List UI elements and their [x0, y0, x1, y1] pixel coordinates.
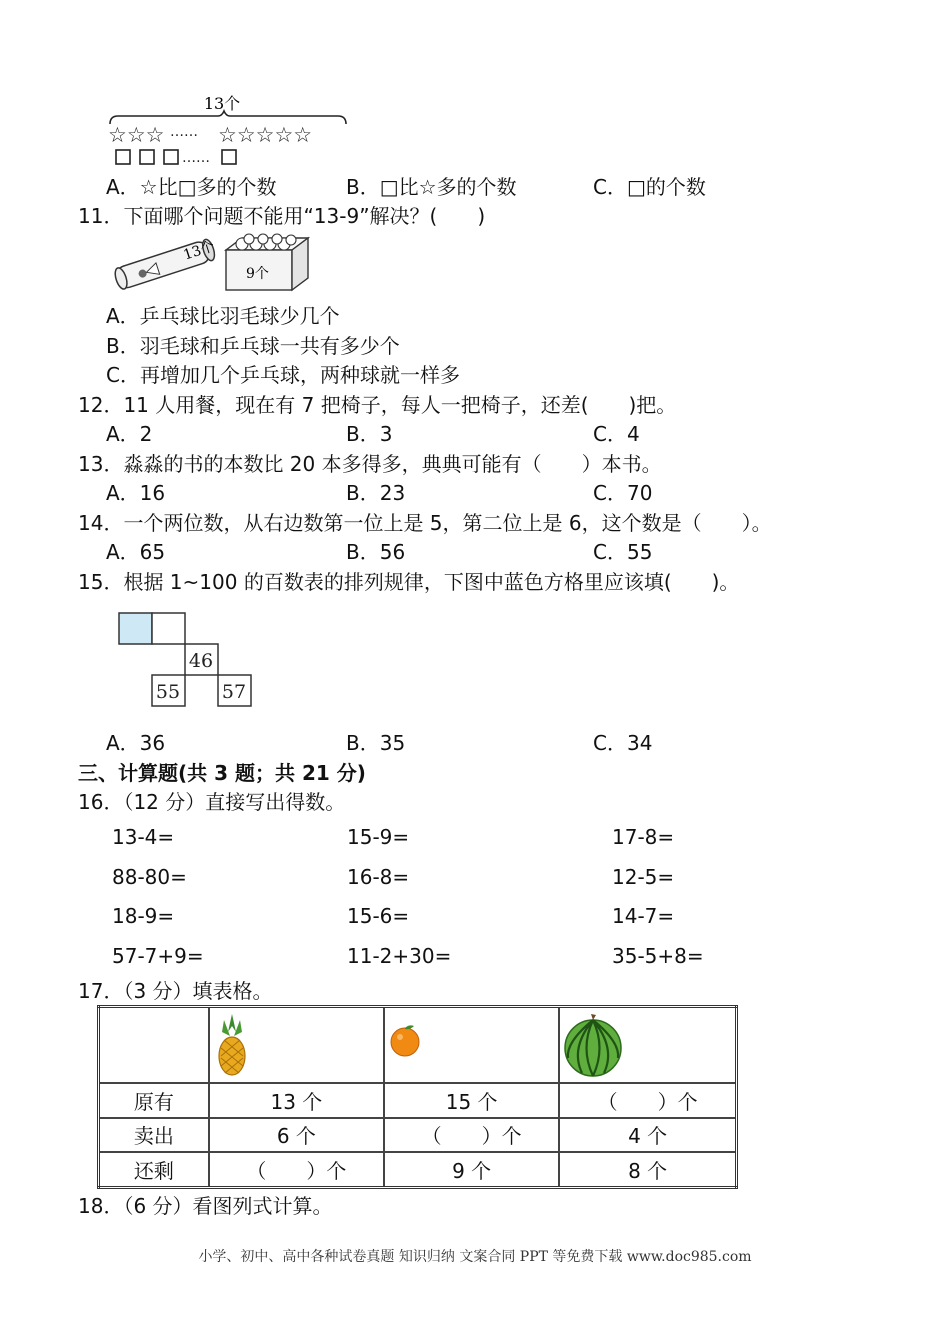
- hundred-chart-fragment: [116, 610, 256, 710]
- answer-cell[interactable]: （ ）个: [559, 1083, 736, 1118]
- answer-cell[interactable]: （ ）个: [209, 1152, 384, 1187]
- q10-option-a[interactable]: A．☆比□多的个数: [106, 175, 277, 199]
- table-cell: 6 个: [209, 1118, 384, 1153]
- svg-text:……: ……: [170, 124, 198, 140]
- q11-option-a[interactable]: A．乒乓球比羽毛球少几个: [106, 304, 340, 328]
- q14-stem: 14．一个两位数，从右边数第一位上是 5，第二位上是 6，这个数是（ ）。: [78, 511, 772, 535]
- answer-cell[interactable]: （ ）个: [384, 1118, 559, 1153]
- q12-option-a[interactable]: A．2: [106, 422, 153, 446]
- q13-option-c[interactable]: C．70: [593, 481, 653, 505]
- q12-option-c[interactable]: C．4: [593, 422, 640, 446]
- table-cell: 15 个: [384, 1083, 559, 1118]
- q12-option-b[interactable]: B．3: [346, 422, 393, 446]
- calc-item[interactable]: 88-80=: [112, 865, 187, 889]
- calc-item[interactable]: 13-4=: [112, 825, 175, 849]
- watermelon-cell: [559, 1007, 736, 1084]
- table-cell: 9 个: [384, 1152, 559, 1187]
- calc-item[interactable]: 11-2+30=: [347, 944, 452, 968]
- q14-option-b[interactable]: B．56: [346, 540, 406, 564]
- q17-stem: 17．（3 分）填表格。: [78, 979, 273, 1003]
- calc-item[interactable]: 57-7+9=: [112, 944, 204, 968]
- grid-cell-46: 46: [188, 650, 214, 672]
- q14-option-a[interactable]: A．65: [106, 540, 166, 564]
- grid-cell-55: 55: [155, 681, 181, 703]
- q13-option-b[interactable]: B．23: [346, 481, 406, 505]
- watermelon-icon: [562, 1012, 624, 1078]
- q11-option-c[interactable]: C．再增加几个乒乓球，两种球就一样多: [106, 363, 460, 387]
- fruit-table: [97, 1005, 738, 1189]
- grid-cell-57: 57: [221, 681, 247, 703]
- calc-item[interactable]: 14-7=: [612, 904, 675, 928]
- q15-option-b[interactable]: B．35: [346, 731, 406, 755]
- pineapple-cell: [209, 1007, 384, 1084]
- q15-option-c[interactable]: C．34: [593, 731, 653, 755]
- figure-count-label: 13个: [203, 94, 241, 113]
- pineapple-icon: [212, 1010, 252, 1080]
- q13-stem: 13．淼淼的书的本数比 20 本多得多，典典可能有（ ）本书。: [78, 452, 662, 476]
- calc-item[interactable]: 16-8=: [347, 865, 410, 889]
- table-cell: 13 个: [209, 1083, 384, 1118]
- q11-stem: 11．下面哪个问题不能用“13-9”解决？( ): [78, 204, 486, 228]
- calc-item[interactable]: 15-6=: [347, 904, 410, 928]
- table-corner-cell: [99, 1007, 209, 1084]
- row-label-original: 原有: [99, 1083, 209, 1118]
- q18-stem: 18．（6 分）看图列式计算。: [78, 1194, 333, 1218]
- calc-item[interactable]: 35-5+8=: [612, 944, 704, 968]
- section-3-title: 三、计算题(共 3 题；共 21 分): [78, 761, 366, 785]
- calc-item[interactable]: 12-5=: [612, 865, 675, 889]
- stars-squares-figure: [104, 92, 354, 170]
- calc-item[interactable]: 17-8=: [612, 825, 675, 849]
- q13-option-a[interactable]: A．16: [106, 481, 166, 505]
- box-count-label: 9个: [246, 266, 269, 282]
- table-cell: 8 个: [559, 1152, 736, 1187]
- svg-text:☆☆☆: ☆☆☆: [108, 123, 165, 147]
- pingpong-box-figure: [222, 232, 314, 294]
- orange-cell: [384, 1007, 559, 1084]
- tube-count-label: 13个: [181, 238, 217, 264]
- blue-cell: [119, 613, 152, 644]
- page-footer[interactable]: 小学、初中、高中各种试卷真题 知识归纳 文案合同 PPT 等免费下载 www.doc985.com: [198, 1249, 752, 1265]
- q11-option-b[interactable]: B．羽毛球和乒乓球一共有多少个: [106, 334, 400, 358]
- calc-item[interactable]: 18-9=: [112, 904, 175, 928]
- q10-option-c[interactable]: C．□的个数: [593, 175, 706, 199]
- table-cell: 4 个: [559, 1118, 736, 1153]
- q14-option-c[interactable]: C．55: [593, 540, 653, 564]
- q15-option-a[interactable]: A．36: [106, 731, 166, 755]
- svg-text:……: ……: [182, 150, 210, 166]
- calc-item[interactable]: 15-9=: [347, 825, 410, 849]
- orange-icon: [387, 1023, 423, 1057]
- q15-stem: 15．根据 1~100 的百数表的排列规律，下图中蓝色方格里应该填( )。: [78, 570, 740, 594]
- shuttlecock-tube-figure: [106, 234, 218, 290]
- q16-stem: 16．（12 分）直接写出得数。: [78, 790, 346, 814]
- row-label-remaining: 还剩: [99, 1152, 209, 1187]
- svg-text:☆☆☆☆☆: ☆☆☆☆☆: [218, 123, 313, 147]
- row-label-sold: 卖出: [99, 1118, 209, 1153]
- q10-option-b[interactable]: B．□比☆多的个数: [346, 175, 517, 199]
- q12-stem: 12．11 人用餐，现在有 7 把椅子，每人一把椅子，还差( )把。: [78, 393, 677, 417]
